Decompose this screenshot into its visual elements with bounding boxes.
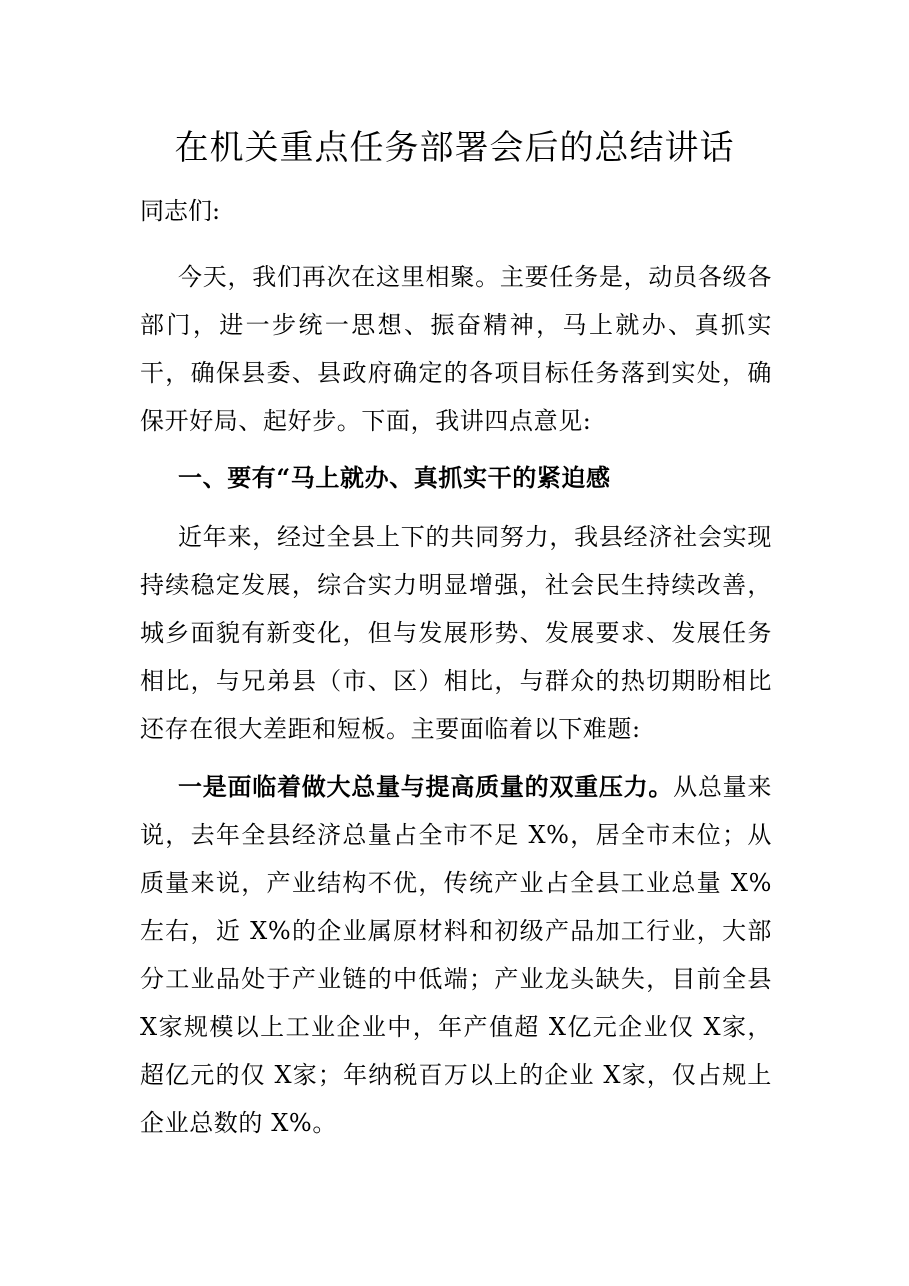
paragraph-background: 近年来，经过全县上下的共同努力，我县经济社会实现持续稳定发展，综合实力明显增强，社会民生持续改善，城乡面貌有新变化，但与发展形势、发展要求、发展任务相比，与兄弟县（市、区）相比，与群众的热切期盼相比还存在很大差距和短板。主要面临着以下难题: bbox=[140, 523, 772, 743]
document-title: 在机关重点任务部署会后的总结讲话 bbox=[174, 128, 735, 168]
section-heading-1: 一、要有“马上就办、真抓实干的紧迫感 bbox=[178, 463, 611, 492]
paragraph-lead-bold: 一是面临着做大总量与提高质量的双重压力。 bbox=[178, 772, 674, 801]
salutation: 同志们: bbox=[140, 197, 221, 225]
paragraph-challenge-1 bbox=[140, 763, 772, 1147]
paragraph-body: 从总量来说，去年全县经济总量占全市不足 X%，居全市末位；从质量来说，产业结构不优，传统产业占全县工业总量 X%左右，近 X%的企业属原材料和初级产品加工行业，大部分工业品处于产业链的中低端；产业龙头缺失，目前全县 X家规模以上工业企业中，年产值超 X亿元企业仅 X家，超亿元的仅 X家；年纳税百万以上的企业 X家，仅占规上企业总数的 X%。 bbox=[140, 773, 772, 1137]
paragraph-intro: 今天，我们再次在这里相聚。主要任务是，动员各级各部门，进一步统一思想、振奋精神，马上就办、真抓实干，确保县委、县政府确定的各项目标任务落到实处，确保开好局、起好步。下面，我讲四点意见: bbox=[140, 263, 772, 435]
